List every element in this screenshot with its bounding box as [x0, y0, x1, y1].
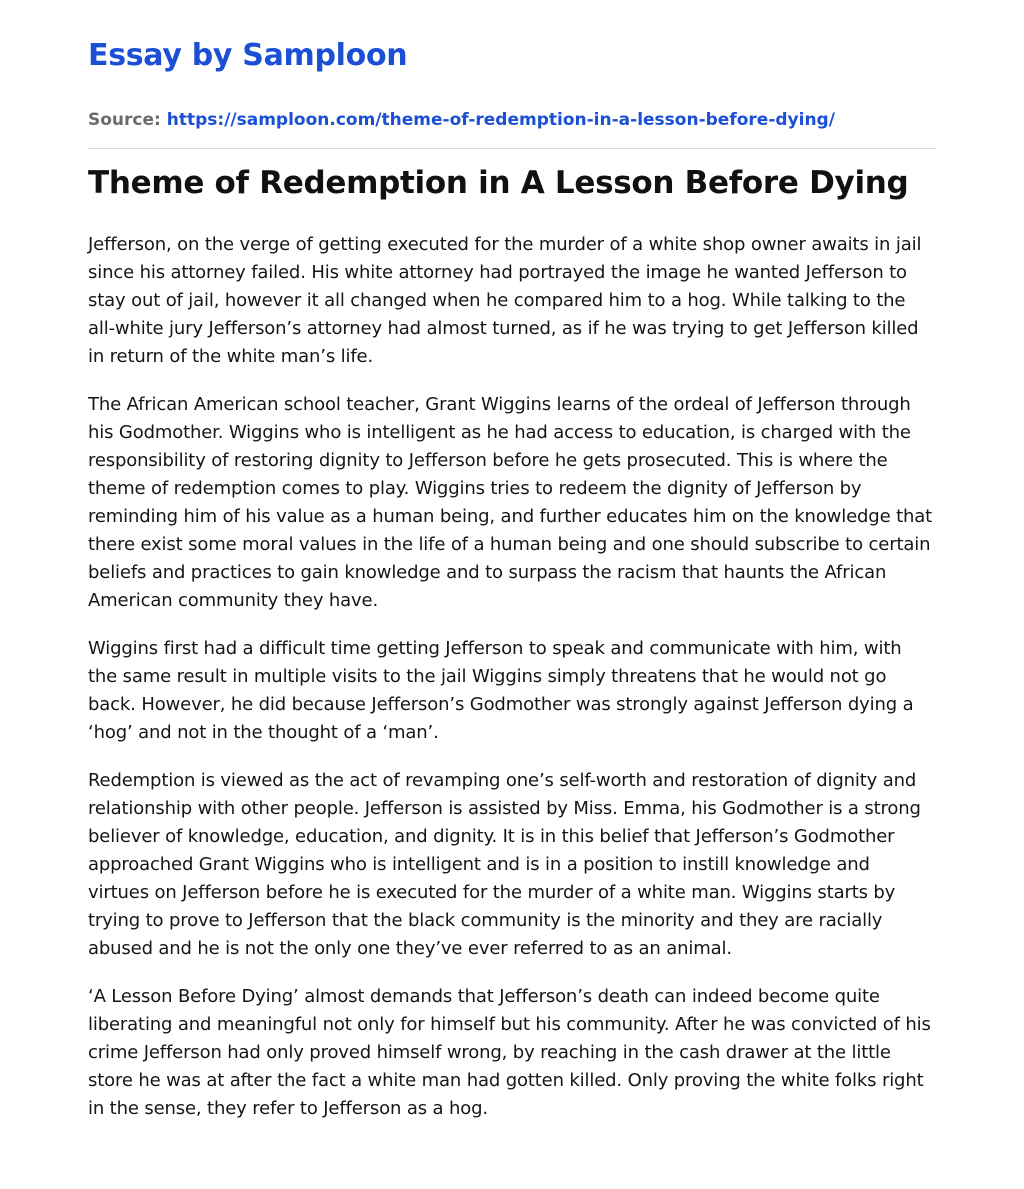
source-link[interactable]: https://samploon.com/theme-of-redemption-in-a-lesson-before-dying/	[166, 110, 835, 130]
essay-paragraph: ‘A Lesson Before Dying’ almost demands that Jefferson’s death can indeed become quite liberating and meaningful not only for himself but his community. After he was convicted of his crime Jefferson had only proved himself wrong, by reaching in the cash drawer at the little store he was at after the fact a white man had gotten killed. Only proving the white folks right in the sense, they refer to Jefferson as a hog.	[88, 986, 931, 1119]
source-label: Source:	[88, 110, 161, 130]
essay-title: Theme of Redemption in A Lesson Before Dying	[88, 165, 909, 201]
essay-body	[88, 231, 936, 1123]
site-brand[interactable]: Essay by Samploon	[88, 38, 408, 73]
source-line	[88, 108, 936, 132]
essay-paragraph: The African American school teacher, Grant Wiggins learns of the ordeal of Jefferson through his Godmother. Wiggins who is intelligent as he had access to education, is charged with the responsibility of restoring dignity to Jefferson before he gets prosecuted. This is where the theme of redemption comes to play. Wiggins tries to redeem the dignity of Jefferson by reminding him of his value as a human being, and further educates him on the knowledge that there exist some moral values in the life of a human being and one should subscribe to certain beliefs and practices to gain knowledge and to surpass the racism that haunts the African American community they have.	[88, 394, 933, 611]
essay-paragraph: Jefferson, on the verge of getting executed for the murder of a white shop owner awaits in jail since his attorney failed. His white attorney had portrayed the image he wanted Jefferson to stay out of jail, however it all changed when he compared him to a hog. While talking to the all-white jury Jefferson’s attorney had almost turned, as if he was trying to get Jefferson killed in return of the white man’s life.	[88, 234, 922, 367]
essay-paragraph: Redemption is viewed as the act of revamping one’s self-worth and restoration of dignity and relationship with other people. Jefferson is assisted by Miss. Emma, his Godmother is a strong believer of knowledge, education, and dignity. It is in this belief that Jefferson’s Godmother approached Grant Wiggins who is intelligent and is in a position to instill knowledge and virtues on Jefferson before he is executed for the murder of a white man. Wiggins starts by trying to prove to Jefferson that the black community is the minority and they are racially abused and he is not the only one they’ve ever referred to as an animal.	[88, 770, 921, 959]
essay-paragraph: Wiggins first had a difficult time getting Jefferson to speak and communicate with him, with the same result in multiple visits to the jail Wiggins simply threatens that he would not go back. However, he did because Jefferson’s Godmother was strongly against Jefferson dying a ‘hog’ and not in the thought of a ‘man’.	[88, 638, 914, 743]
header-divider	[88, 148, 936, 149]
